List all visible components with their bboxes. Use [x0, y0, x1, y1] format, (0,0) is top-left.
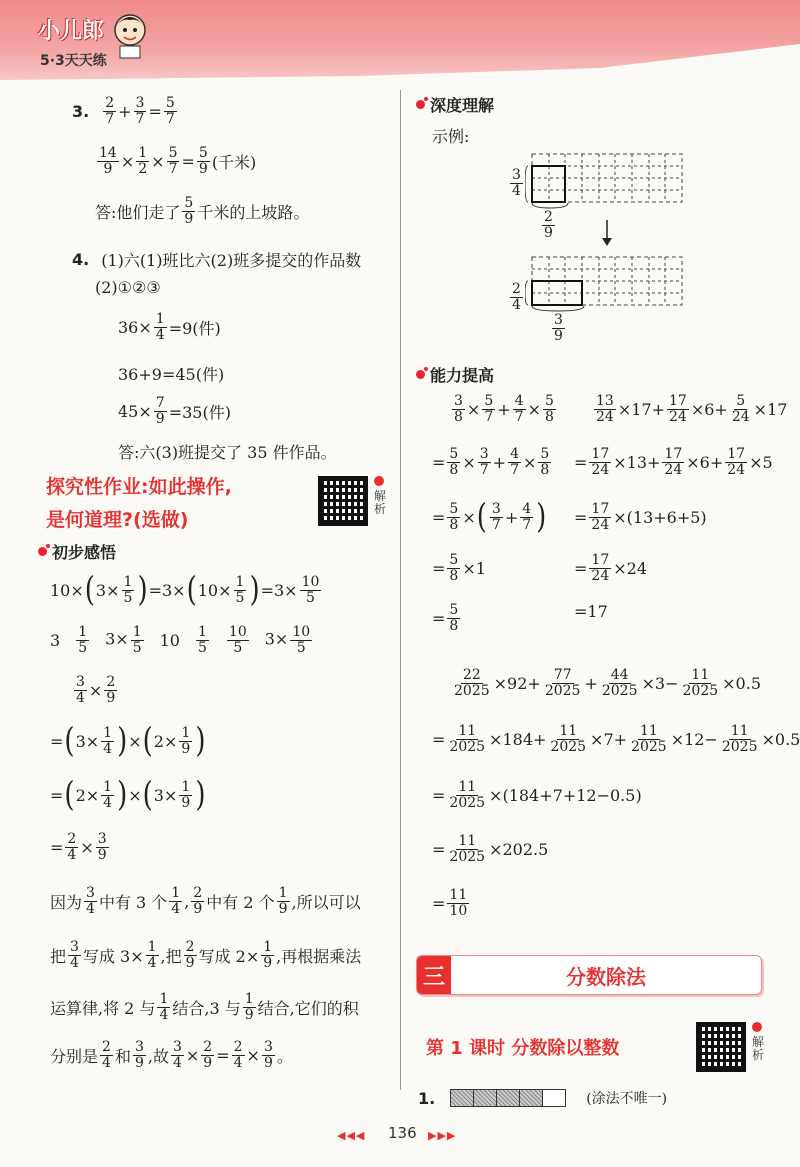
para-line2: 把 $\frac{3}{4}$ 写成 3× $\frac{1}{4}$ ,把 $\frac{2}{9}$ 写成 2× $\frac{1}{9}$ ,再根据乘法: [50, 939, 362, 971]
section-initial: 初步感悟: [38, 540, 116, 563]
para-line4: 分别是 $\frac{2}{4}$ 和 $\frac{3}{9}$ ,故 $\frac{3}{4}$ × $\frac{2}{9}$ = $\frac{2}{4}$ × $\frac{3}{9}$ 。: [50, 1039, 293, 1071]
qr-code[interactable]: [318, 476, 368, 526]
calcC-line2: = $\frac{11}{2025}$ ×184+ $\frac{11}{2025}$ ×7+ $\frac{11}{2025}$ ×12− $\frac{11}{2025}$ ×0.5: [432, 723, 800, 755]
q1-row: [418, 1088, 667, 1108]
chapter-number: 三: [417, 956, 451, 994]
fraction: $\frac{1}{5}$: [132, 624, 142, 656]
explore-line1: 10× ( 3× $\frac{1}{5}$ ) =3× ( 10× $\frac{1}{5}$ ) =3× $\frac{10}{5}$: [50, 570, 320, 610]
fraction: $\frac{2}{4}$: [512, 281, 521, 313]
qr-analysis-label: 解析: [752, 1035, 765, 1063]
mascot-icon: [110, 10, 150, 62]
calcC-line1: $\frac{22}{2025}$ ×92+ $\frac{77}{2025}$ + $\frac{44}{2025}$ ×3− $\frac{11}{2025}$ ×0.5: [454, 667, 761, 699]
bullet-icon: [416, 100, 425, 109]
fig2-bottom-fraction: [550, 313, 567, 343]
section-deep: 深度理解: [416, 93, 494, 116]
explore-title-line2: 是何道理?(选做): [46, 509, 189, 531]
play-icon: [374, 476, 384, 486]
fraction: $\frac{3}{4}$: [86, 885, 95, 917]
example-label: 示例:: [432, 127, 470, 146]
fraction: $\frac{1}{9}$: [244, 991, 254, 1023]
q4-label: 4.: [72, 250, 90, 269]
calcA-line3: = $\frac{5}{8}$ × ( $\frac{3}{7}$ + $\frac{4}{7}$ ): [432, 497, 547, 537]
fraction: $\frac{1}{4}$: [147, 939, 157, 971]
q3-eq2: $\frac{14}{9}$ × $\frac{1}{2}$ × $\frac{5}{7}$ = $\frac{5}{9}$ (千米): [99, 145, 257, 177]
fraction: $\frac{1}{2}$: [138, 145, 148, 177]
explore-line5: = ( 2× $\frac{1}{4}$ ) × ( 3× $\frac{1}{9}$ ): [50, 775, 206, 815]
fraction: $\frac{1}{5}$: [123, 574, 133, 606]
fig2-grid: [525, 256, 687, 308]
fig2-left-fraction: [508, 282, 525, 312]
fig1-grid: [525, 153, 687, 205]
fraction: $\frac{2}{9}$: [193, 885, 203, 917]
chapter-title: 分数除法: [566, 964, 646, 989]
bar-cell-empty: [542, 1089, 566, 1107]
bullet-icon: [416, 370, 425, 379]
fraction: $\frac{1}{4}$: [171, 885, 181, 917]
fraction: $\frac{3}{4}$: [172, 1039, 182, 1071]
right-arrows-icon: ▶▶▶: [428, 1129, 457, 1142]
calcC-line5: = $\frac{11}{10}$: [432, 887, 468, 919]
calcB-line2: = $\frac{17}{24}$ ×13+ $\frac{17}{24}$ ×6+ $\frac{17}{24}$ ×5: [574, 446, 773, 478]
explore-line3: $\frac{3}{4}$ × $\frac{2}{9}$: [76, 674, 116, 706]
fraction: $\frac{3}{4}$: [512, 167, 521, 199]
fraction: $\frac{3}{7}$: [135, 95, 145, 127]
bar-cell-shaded: [496, 1089, 520, 1107]
fraction: $\frac{1}{5}$: [235, 574, 245, 606]
calcA-line5: = $\frac{5}{8}$: [432, 602, 459, 634]
fraction: $\frac{5}{7}$: [165, 95, 175, 127]
calcB-line3: = $\frac{17}{24}$ ×(13+6+5): [574, 501, 707, 533]
fraction: $\frac{5}{9}$: [198, 145, 208, 177]
calcB-line1: $\frac{13}{24}$ ×17+ $\frac{17}{24}$ ×6+ $\frac{5}{24}$ ×17: [596, 393, 788, 425]
left-arrows-icon: ◀◀◀: [337, 1129, 366, 1142]
calcC-line3: = $\frac{11}{2025}$ ×(184+7+12−0.5): [432, 779, 642, 811]
calcA-line2: = $\frac{5}{8}$ × $\frac{3}{7}$ + $\frac{4}{7}$ × $\frac{5}{8}$: [432, 446, 550, 478]
fraction: $\frac{2}{9}$: [106, 674, 116, 706]
fraction: $\frac{3}{9}$: [97, 831, 107, 863]
fraction: $\frac{2}{7}$: [105, 95, 115, 127]
qr-analysis-label: 解析: [374, 489, 387, 517]
q4-line2: (2)①②③: [95, 278, 161, 297]
para-line1: 因为 $\frac{3}{4}$ 中有 3 个 $\frac{1}{4}$ , $\frac{2}{9}$ 中有 2 个 $\frac{1}{9}$ ,所以可以: [50, 885, 361, 917]
fraction: $\frac{14}{9}$: [99, 145, 117, 177]
lesson-title: 第 1 课时 分数除以整数: [426, 1038, 620, 1059]
q4-calc1: 36× $\frac{1}{4}$ =9(件): [118, 311, 221, 343]
bar-cell-shaded: [450, 1089, 474, 1107]
play-icon: [752, 1022, 762, 1032]
calcA-line1: $\frac{3}{8}$ × $\frac{5}{7}$ + $\frac{4}{7}$ × $\frac{5}{8}$: [454, 393, 554, 425]
fraction: $\frac{1}{9}$: [181, 779, 191, 811]
bar-cell-shaded: [473, 1089, 497, 1107]
fraction: $\frac{2}{4}$: [233, 1039, 243, 1071]
series-name: 5·3天天练: [40, 53, 107, 69]
explore-line6: = $\frac{2}{4}$ × $\frac{3}{9}$: [50, 831, 107, 863]
page-number: 136: [388, 1124, 417, 1142]
para-line3: 运算律,将 2 与 $\frac{1}{4}$ 结合,3 与 $\frac{1}{9}$ 结合,它们的积: [50, 991, 359, 1023]
fraction: $\frac{2}{4}$: [67, 831, 77, 863]
column-divider: [400, 90, 401, 1090]
q3-label: 3.: [72, 101, 90, 121]
fraction: $\frac{5}{7}$: [168, 145, 178, 177]
explore-line2: 3 $\frac{1}{5}$ 3× $\frac{1}{5}$ 10 $\frac{1}{5}$ $\frac{10}{5}$ 3× $\frac{10}{5}$: [50, 624, 311, 656]
fraction: $\frac{3}{4}$: [76, 674, 85, 706]
fraction: $\frac{1}{4}$: [103, 779, 113, 811]
fraction: $\frac{1}{5}$: [197, 624, 207, 656]
bullet-icon: [38, 547, 47, 556]
q4-line1: 4. (1)六(1)班比六(2)班多提交的作品数: [72, 250, 362, 270]
fraction: $\frac{10}{5}$: [292, 624, 311, 656]
fig1-left-fraction: [508, 168, 525, 198]
calcC-line4: = $\frac{11}{2025}$ ×202.5: [432, 833, 549, 865]
explore-title-line1: 探究性作业:如此操作,: [46, 476, 232, 498]
fraction: $\frac{1}{4}$: [159, 991, 169, 1023]
calcB-line5: =17: [574, 602, 608, 621]
q4-answer: 答:六(3)班提交了 35 件作品。: [118, 443, 337, 462]
q3-eq1: 3. $\frac{2}{7}$ + $\frac{3}{7}$ = $\frac{5}{7}$: [72, 95, 175, 127]
fraction: $\frac{2}{9}$: [185, 939, 195, 971]
q4-calc3: 45× $\frac{7}{9}$ =35(件): [118, 395, 231, 427]
q4-calc2: 36+9=45(件): [118, 365, 225, 384]
brand-logo: 小儿郎: [38, 19, 105, 44]
fraction: $\frac{2}{4}$: [102, 1039, 111, 1071]
fraction: $\frac{3}{9}$: [134, 1039, 144, 1071]
q1-label: 1.: [418, 1088, 436, 1108]
fraction: $\frac{3}{9}$: [554, 312, 563, 344]
calcB-line4: = $\frac{17}{24}$ ×24: [574, 552, 647, 584]
qr-code[interactable]: [696, 1022, 746, 1072]
fraction: $\frac{2}{9}$: [203, 1039, 213, 1071]
explore-line4: = ( 3× $\frac{1}{4}$ ) × ( 2× $\frac{1}{9}$ ): [50, 721, 206, 761]
fraction-bar: [451, 1089, 566, 1107]
chapter-header: [416, 955, 762, 995]
fraction: $\frac{3}{4}$: [70, 939, 79, 971]
fig1-bottom-fraction: [540, 210, 557, 240]
fraction: $\frac{7}{9}$: [155, 395, 165, 427]
fraction: $\frac{10}{5}$: [228, 624, 247, 656]
bar-cell-shaded: [519, 1089, 543, 1107]
fraction: $\frac{1}{4}$: [155, 311, 165, 343]
down-arrow-icon: [600, 220, 614, 248]
fraction: $\frac{1}{9}$: [263, 939, 273, 971]
q3-answer: 答:他们走了 $\frac{5}{9}$ 千米的上坡路。: [95, 195, 310, 227]
section-ability: 能力提高: [416, 363, 494, 386]
fraction: $\frac{1}{5}$: [78, 624, 88, 656]
fraction: $\frac{1}{4}$: [103, 725, 113, 757]
fraction: $\frac{10}{5}$: [301, 574, 320, 606]
q1-note: (涂法不唯一): [586, 1091, 668, 1107]
fraction: $\frac{1}{9}$: [278, 885, 288, 917]
fraction: $\frac{5}{9}$: [184, 195, 194, 227]
fraction: $\frac{1}{9}$: [181, 725, 191, 757]
calcA-line4: = $\frac{5}{8}$ ×1: [432, 552, 486, 584]
fraction: $\frac{2}{9}$: [544, 209, 553, 241]
fraction: $\frac{3}{9}$: [263, 1039, 273, 1071]
